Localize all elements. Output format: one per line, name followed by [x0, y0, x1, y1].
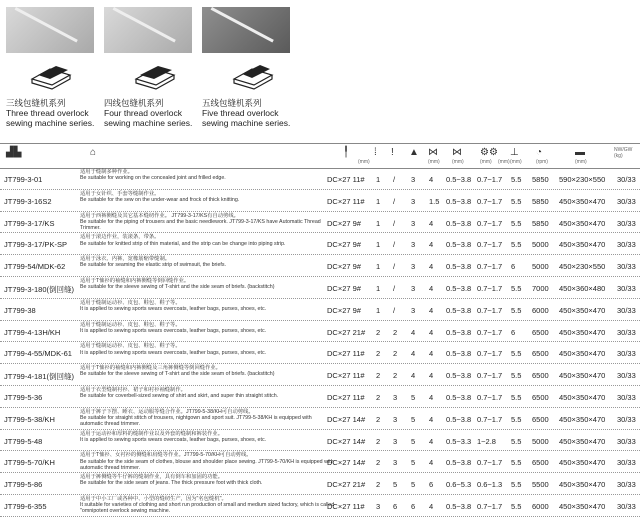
model-number: JT799-3-16S2 — [4, 196, 52, 206]
differential-feed: 0.7~1.7 — [477, 262, 503, 272]
description: 适用于T恤衫、女衬衫的侧缝和肩缝等作业。JT799-5-70/KH可自动剪线。 Be suitable for the side seam of clothes, blouse and shoulder place sewing. JT799-5-70/KH is equipped with automatic thread trimmer. — [80, 452, 334, 471]
differential-feed: 0.7~1.7 — [477, 196, 503, 206]
thread-icon: ▲ — [409, 147, 419, 158]
stitch-length: 0.5~3.3 — [446, 436, 472, 446]
needle-gauge: 2 — [393, 371, 398, 381]
table-header — [0, 143, 640, 169]
fabric-sample-image — [6, 7, 94, 53]
package-size: 450×350×470 — [559, 371, 606, 381]
table-row — [0, 233, 640, 255]
model-number: JT799-6-355 — [4, 501, 47, 511]
model-number: JT799-4-13H/KH — [4, 327, 61, 337]
stitch-length: 0.5~3.8 — [446, 283, 472, 293]
model-number: JT799-3-180(倒回缝) — [4, 284, 75, 294]
stitch-width-icon: ⋈ — [428, 147, 438, 158]
needle-spec: DC×27 14# — [327, 414, 366, 424]
package-size: 450×350×470 — [559, 240, 606, 250]
thread-count: 5 — [411, 392, 416, 402]
needle-spec: DC×27 11# — [327, 392, 365, 402]
presser-foot-lift: 5.5 — [511, 283, 522, 293]
max-speed: 5850 — [532, 218, 549, 228]
presser-foot-lift: 5.5 — [511, 458, 522, 468]
model-number: JT799-5-38/KH — [4, 414, 55, 424]
weight: 30/33 — [617, 240, 636, 250]
thread-count: 3 — [411, 218, 416, 228]
needle-spec: DC×27 9# — [327, 262, 361, 272]
description: 适用于西裤侧缝及其它基本缝纫作业。 JT799-3-17/KS有自动剪线。 Be suitable for the piping of trousers and the basic needlework. JT799-3-17/KS have Automatic Thread Trimmer. — [80, 212, 321, 231]
needle-spec: DC×27 14# — [327, 436, 366, 446]
needle-spec: DC×27 11# — [327, 501, 365, 511]
description: 适用于T恤衫的袖缝和内裤侧缝及三角裤侧缝等倒回缝作业。 Be suitable for the sleeve sewing of T-shirt and the side seam of briefs. (backstitch) — [80, 365, 275, 378]
package-size: 450×350×470 — [559, 436, 606, 446]
max-speed: 6500 — [532, 371, 549, 381]
stitch-width: 4 — [429, 414, 434, 424]
needle-gauge: / — [393, 283, 396, 293]
stitch-width: 4 — [429, 175, 434, 184]
series-caption: 四线包缝机系列 Four thread overlock sewing machine series. — [104, 98, 193, 128]
description: 适用于女针织、手套等缝制作业。 Be suitable for the sew on the under-wear and frock of thick knitting. — [80, 190, 240, 203]
package-size: 450×350×470 — [559, 327, 606, 337]
needle-count: 2 — [376, 480, 381, 490]
needle-gauge: 3 — [393, 436, 398, 446]
presser-foot-lift: 5.5 — [511, 480, 522, 490]
max-speed: 6500 — [532, 327, 549, 337]
stitch-length: 0.5~3.8 — [446, 305, 472, 315]
needle-gauge: / — [393, 196, 396, 206]
unit-label: (mm) — [358, 159, 370, 165]
package-size: 450×350×470 — [559, 480, 606, 490]
thread-count: 3 — [411, 175, 416, 184]
weight: 30/33 — [617, 371, 636, 381]
seam-diagram-icon — [132, 57, 178, 91]
needle-count: 1 — [376, 240, 381, 250]
stitch-length: 0.6~5.3 — [446, 480, 472, 490]
unit-label: (mm) — [480, 159, 492, 165]
model-number: JT799-3-17/KS — [4, 218, 55, 228]
table-row — [0, 473, 640, 495]
stitch-length: 0.5~3.8 — [446, 240, 472, 250]
package-size: 450×350×470 — [559, 414, 606, 424]
stitch-width: 4 — [429, 305, 434, 315]
needle-gauge: / — [393, 305, 396, 315]
table-row — [0, 255, 640, 277]
needle-count-icon: ⁞ — [374, 147, 377, 158]
weight: 30/33 — [617, 175, 636, 184]
package-size-icon: ▬ — [575, 147, 585, 158]
package-size: 450×350×470 — [559, 392, 606, 402]
stitch-width: 4 — [429, 283, 434, 293]
model-number: JT799-54/MDK-62 — [4, 262, 66, 272]
weight: 30/33 — [617, 327, 636, 337]
needle-count: 2 — [376, 327, 381, 337]
needle-count: 1 — [376, 175, 381, 184]
max-speed: 5000 — [532, 262, 549, 272]
table-row — [0, 299, 640, 321]
max-speed: 5500 — [532, 480, 549, 490]
needle-spec: DC×27 21# — [327, 480, 366, 490]
unit-label: (mm) — [452, 159, 464, 165]
weight: 30/33 — [617, 436, 636, 446]
needle-gauge: 3 — [393, 414, 398, 424]
thread-count: 3 — [411, 196, 416, 206]
thread-count: 3 — [411, 305, 416, 315]
needle-count: 2 — [376, 436, 381, 446]
description: 适用于缝制运动衫、皮包、鞋包、鞋子等。 It is applied to sewing sports wears overcoats, leather bags, purses, shoes, etc. — [80, 321, 267, 334]
needle-gauge: 2 — [393, 327, 398, 337]
model-number: JT799-3-01 — [4, 175, 43, 184]
model-number: JT799-5-36 — [4, 392, 43, 402]
weight: 30/33 — [617, 480, 636, 490]
package-size: 590×230×550 — [559, 175, 606, 184]
description: 适用于衣型缝制衬衫、裙子和衬衫袖缝制作。 Be suitable for coverbell-sized sewing of shirt and skirt, and super thin straight stitch. — [80, 386, 279, 400]
thread-count: 4 — [411, 371, 416, 381]
thread-count: 5 — [411, 458, 416, 468]
stitch-width: 4 — [429, 501, 434, 511]
needle-gauge: 3 — [393, 392, 398, 402]
needle-spec: DC×27 9# — [327, 283, 361, 293]
package-size: 450×350×470 — [559, 218, 606, 228]
package-size: 450×350×470 — [559, 305, 606, 315]
package-size: 450×350×470 — [559, 501, 606, 511]
differential-feed: 0.7~1.7 — [477, 218, 503, 228]
weight: 30/33 — [617, 218, 636, 228]
unit-label: (rpm) — [536, 159, 548, 165]
max-speed: 6000 — [532, 305, 549, 315]
weight: 30/33 — [617, 392, 636, 402]
package-size: 450×350×470 — [559, 196, 606, 206]
stitch-width: 6 — [429, 480, 434, 490]
thread-count: 6 — [411, 501, 416, 511]
presser-foot-icon: ⊥ — [510, 147, 519, 158]
description: 适用于泳衣、内裤，宽橡筋缩带缝制。 Be suitable for seaming the elastic strip of swimsuit, the briefs. — [80, 256, 227, 269]
description: 适用于缝制多种作业。 Be suitable for working on the concealed joint and frilled edge. — [80, 169, 226, 182]
description: 适用于运动衫和厚料的缝制作业以及外套的缝制和裤装作业。 It is applied to sewing sports wears overcoats, leather bags, purses, shoes, etc. — [80, 430, 267, 443]
thread-count: 3 — [411, 283, 416, 293]
stitch-length-icon: ⋈ — [452, 147, 462, 158]
stitch-length: 0.5~3.8 — [446, 414, 472, 424]
max-speed: 6500 — [532, 414, 549, 424]
table-row — [0, 212, 640, 234]
needle-gauge: / — [393, 218, 396, 228]
needle-gauge: 2 — [393, 349, 398, 359]
presser-foot-lift: 5.5 — [511, 349, 522, 359]
model-number: JT799-4-181(倒回缝) — [4, 372, 75, 382]
differential-feed: 0.7~1.7 — [477, 240, 503, 250]
presser-foot-lift: 5.5 — [511, 196, 522, 206]
model-number: JT799-38 — [4, 305, 36, 315]
presser-foot-lift: 5.5 — [511, 175, 522, 184]
needle-gauge: / — [393, 262, 396, 272]
description: 适用于裤侧缝等牛仔裤的缝制作业，具有倒车和加固的功能。 Be suitable for the side seam of jeans. The thick pressure foot with thick cloth. — [80, 474, 263, 487]
needle-gauge-icon: ǃ — [391, 147, 394, 158]
presser-foot-lift: 6 — [511, 262, 516, 272]
table-row — [0, 321, 640, 343]
table-row — [0, 168, 640, 190]
needle-spec: DC×27 14# — [327, 458, 366, 468]
differential-feed: 0.7~1.7 — [477, 392, 503, 402]
stitch-length: 0.5~3.8 — [446, 371, 472, 381]
differential-feed: 0.7~1.7 — [477, 458, 503, 468]
differential-feed: 0.7~1.7 — [477, 349, 503, 359]
thread-count: 5 — [411, 436, 416, 446]
stitch-width: 4 — [429, 349, 434, 359]
weight: 30/33 — [617, 458, 636, 468]
fabric-sample-image — [202, 7, 290, 53]
stitch-width: 4 — [429, 371, 434, 381]
presser-foot-lift: 5.5 — [511, 240, 522, 250]
max-speed: 6000 — [532, 501, 549, 511]
description: 适用于中小工厂或各种中、小型的缝纫生产，因为"名包缝机"。 It suitable for varieties of clothing and short run production of small and medium sized factory, which is called "omnipotent overlock sewing machine. — [80, 495, 335, 515]
needle-count: 1 — [376, 196, 381, 206]
unit-label: (mm) — [575, 159, 587, 165]
speed-icon: ◔ — [536, 147, 543, 158]
stitch-width: 4 — [429, 436, 434, 446]
package-size: 450×360×480 — [559, 283, 606, 293]
differential-feed: 0.7~1.7 — [477, 371, 503, 381]
model-number: JT799-5-48 — [4, 436, 43, 446]
needle-spec: DC×27 21# — [327, 327, 366, 337]
needle-icon: ╿ — [343, 147, 350, 158]
description: 适用于裤子下摆、睡衣、运动服等缝合作业。JT799-5-38/KH可自动剪线。 Be suitable for straight stitch of trousers, nightgown and sport suit. JT799-5-38/KH is equipped with automatic thread trimmer. — [80, 408, 312, 428]
needle-count: 2 — [376, 458, 381, 468]
unit-label: (mm) — [428, 159, 440, 165]
table-row — [0, 342, 640, 364]
spec-table — [0, 168, 640, 517]
needle-spec: DC×27 11# — [327, 175, 365, 184]
model-number: JT799-5-86 — [4, 480, 43, 490]
needle-count: 2 — [376, 392, 381, 402]
stitch-length: 0.5~3.8 — [446, 218, 472, 228]
table-row — [0, 364, 640, 386]
needle-spec: DC×27 11# — [327, 349, 365, 359]
table-row — [0, 451, 640, 473]
stitch-length: 0.5~3.8 — [446, 327, 472, 337]
table-row — [0, 430, 640, 452]
differential-feed: 0.7~1.7 — [477, 327, 503, 337]
presser-foot-lift: 5.5 — [511, 414, 522, 424]
differential-feed: 0.7~1.7 — [477, 283, 503, 293]
table-row — [0, 277, 640, 299]
weight-unit-label: NW/GW (kg) — [614, 147, 633, 159]
max-speed: 7000 — [532, 283, 549, 293]
presser-foot-lift: 5.5 — [511, 305, 522, 315]
weight: 30/33 — [617, 196, 636, 206]
needle-spec: DC×27 9# — [327, 240, 361, 250]
max-speed: 5850 — [532, 175, 549, 184]
presser-foot-lift: 5.5 — [511, 392, 522, 402]
series-section — [0, 0, 640, 140]
model-number: JT799-5-70/KH — [4, 458, 55, 468]
needle-spec: DC×27 9# — [327, 305, 361, 315]
application-icon: ⌂ — [90, 147, 97, 158]
differential-feed: 0.6~1.3 — [477, 480, 503, 490]
max-speed: 5000 — [532, 436, 549, 446]
description: 适用于滚边作业，装滚条，带条。 Be suitable for knitted strip of thin material, and the strip can be change into piping strip. — [80, 234, 286, 247]
needle-count: 2 — [376, 371, 381, 381]
model-number: JT799-3-17/PK-SP — [4, 240, 67, 250]
description: 适用于缝制运动衫、皮包、鞋包、鞋子等。 It is applied to sewing sports wears overcoats, leather bags, purses, shoes, etc. — [80, 299, 267, 312]
thread-count: 4 — [411, 327, 416, 337]
needle-count: 1 — [376, 283, 381, 293]
unit-label: (mm) — [510, 159, 522, 165]
weight: 30/33 — [617, 349, 636, 359]
series-caption: 三线包缝机系列 Three thread overlock sewing machine series. — [6, 98, 95, 128]
package-size: 450×350×470 — [559, 349, 606, 359]
weight: 30/33 — [617, 305, 636, 315]
table-row — [0, 495, 640, 517]
machine-icon: ▟▙ — [6, 147, 22, 158]
thread-count: 5 — [411, 480, 416, 490]
package-size: 450×230×550 — [559, 262, 606, 272]
needle-count: 3 — [376, 501, 381, 511]
needle-count: 1 — [376, 218, 381, 228]
presser-foot-lift: 6 — [511, 327, 516, 337]
max-speed: 6500 — [532, 349, 549, 359]
differential-feed: 1~2.8 — [477, 436, 496, 446]
needle-count: 2 — [376, 349, 381, 359]
stitch-width: 4 — [429, 458, 434, 468]
table-row — [0, 408, 640, 430]
stitch-length: 0.5~3.8 — [446, 196, 472, 206]
stitch-width: 4 — [429, 327, 434, 337]
stitch-length: 0.5~3.8 — [446, 262, 472, 272]
presser-foot-lift: 5.5 — [511, 218, 522, 228]
needle-spec: DC×27 11# — [327, 196, 365, 206]
needle-gauge: 5 — [393, 480, 398, 490]
differential-feed: 0.7~1.7 — [477, 305, 503, 315]
max-speed: 6500 — [532, 458, 549, 468]
stitch-length: 0.5~3.8 — [446, 175, 472, 184]
weight: 30/33 — [617, 414, 636, 424]
differential-feed: 0.7~1.7 — [477, 501, 503, 511]
stitch-width: 4 — [429, 240, 434, 250]
differential-feed: 0.7~1.7 — [477, 175, 503, 184]
max-speed: 5000 — [532, 240, 549, 250]
description: 适用于缝制运动衫、皮包、鞋包、鞋子等。 It is applied to sewing sports wears overcoats, leather bags, purses, shoes, etc. — [80, 343, 267, 356]
stitch-length: 0.5~3.8 — [446, 501, 472, 511]
max-speed: 6500 — [532, 392, 549, 402]
seam-diagram-icon — [230, 57, 276, 91]
stitch-length: 0.5~3.8 — [446, 392, 472, 402]
stitch-width: 4 — [429, 218, 434, 228]
package-size: 450×350×470 — [559, 458, 606, 468]
seam-diagram-icon — [28, 57, 74, 91]
stitch-width: 4 — [429, 392, 434, 402]
needle-gauge: / — [393, 240, 396, 250]
stitch-width: 4 — [429, 262, 434, 272]
fabric-sample-image — [104, 7, 192, 53]
needle-count: 1 — [376, 305, 381, 315]
needle-gauge: 6 — [393, 501, 398, 511]
presser-foot-lift: 5.5 — [511, 436, 522, 446]
weight: 30/33 — [617, 283, 636, 293]
thread-count: 5 — [411, 414, 416, 424]
thread-count: 3 — [411, 262, 416, 272]
series-caption: 五线包缝机系列 Five thread overlock sewing machine series. — [202, 98, 291, 128]
stitch-length: 0.5~3.8 — [446, 349, 472, 359]
stitch-width: 1.5 — [429, 196, 440, 206]
weight: 30/33 — [617, 501, 636, 511]
stitch-length: 0.5~3.8 — [446, 458, 472, 468]
table-row — [0, 386, 640, 408]
needle-gauge: 3 — [393, 458, 398, 468]
needle-count: 1 — [376, 262, 381, 272]
needle-gauge: / — [393, 175, 396, 184]
presser-foot-lift: 5.5 — [511, 371, 522, 381]
description: 适用于T恤衫的袖缝和内裤侧缝等倒回缝作业。 Be suitable for the sleeve sewing of T-shirt and the side seam of briefs. (backstitch) — [80, 277, 275, 291]
weight: 30/33 — [617, 262, 636, 272]
needle-spec: DC×27 9# — [327, 218, 361, 228]
table-row — [0, 190, 640, 212]
thread-count: 4 — [411, 349, 416, 359]
max-speed: 5850 — [532, 196, 549, 206]
unit-label: (mm) — [498, 159, 510, 165]
needle-spec: DC×27 11# — [327, 371, 365, 381]
differential-feed-icon: ⚙⚙ — [480, 147, 498, 158]
differential-feed: 0.7~1.7 — [477, 414, 503, 424]
presser-foot-lift: 5.5 — [511, 501, 522, 511]
needle-count: 2 — [376, 414, 381, 424]
model-number: JT799-4-55/MDK-61 — [4, 349, 72, 359]
thread-count: 3 — [411, 240, 416, 250]
